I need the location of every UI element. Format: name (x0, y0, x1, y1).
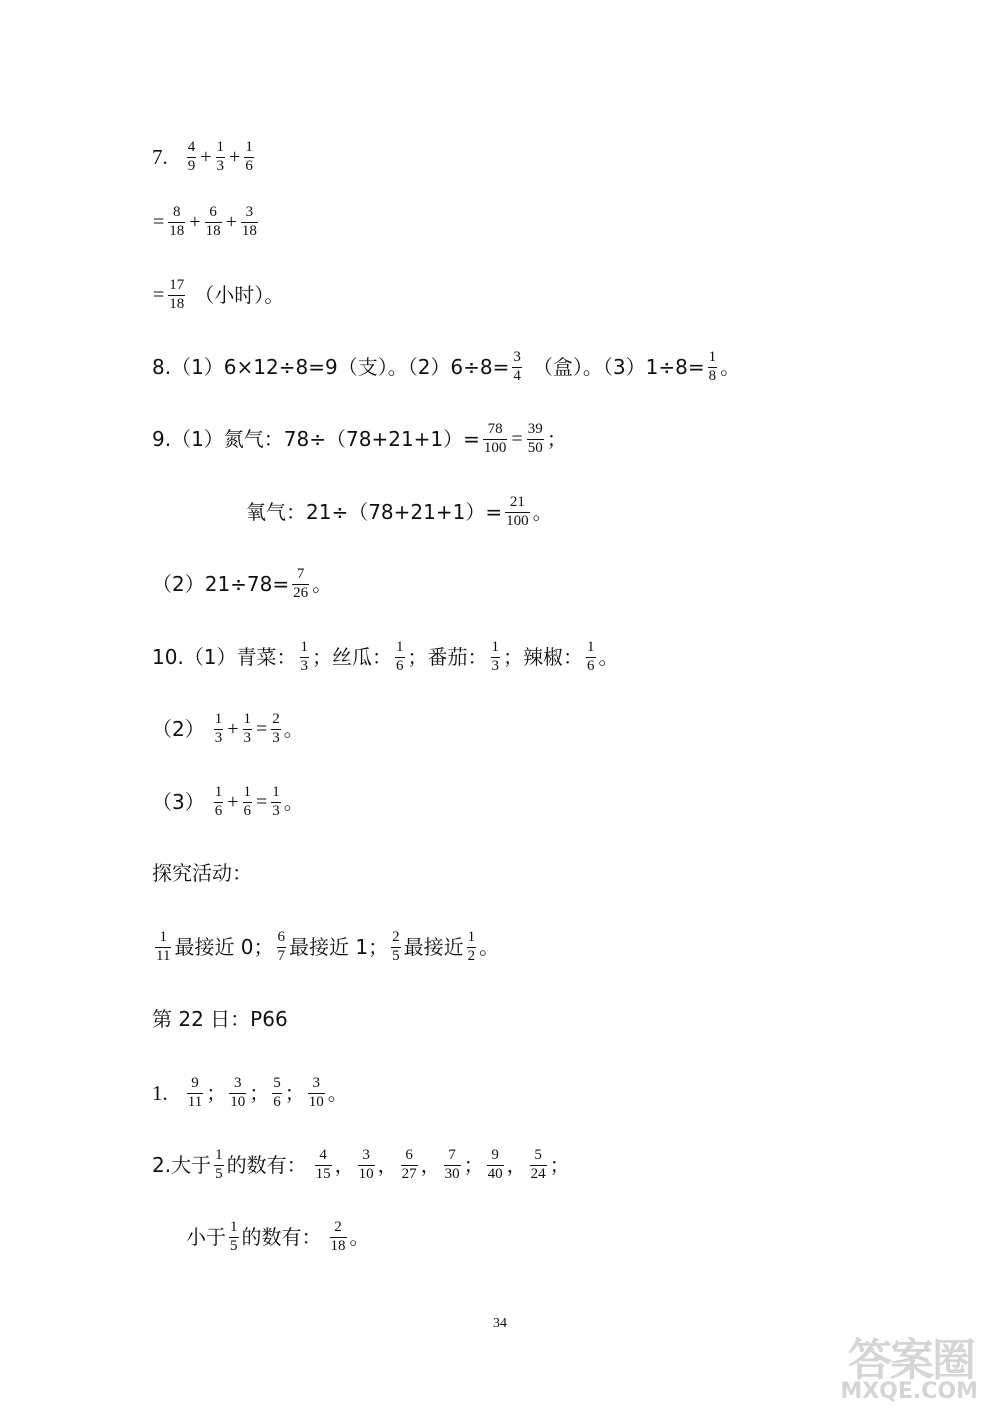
fraction: $\frac{17}{18}$ (169, 277, 185, 312)
fraction: $\frac{5}{24}$ (530, 1147, 546, 1182)
q2-label: 2.大于 (152, 1153, 212, 1178)
fraction: $\frac{3}{10}$ (358, 1147, 374, 1182)
period: 。 (283, 790, 304, 815)
separator: ， (334, 1153, 355, 1178)
fraction: $\frac{1}{6}$ (396, 639, 404, 674)
q9-text-1: 9.（1）氮气：78÷（78+21+1）= (152, 427, 480, 452)
q10-label: 10.（1）青菜： (152, 645, 297, 670)
watermark-logo (822, 1324, 982, 1404)
period: 。 (327, 1081, 348, 1106)
period: 。 (479, 935, 500, 960)
separator: ； (549, 1153, 570, 1178)
equals-sign: = (153, 284, 165, 307)
explore-title: 探究活动： (152, 861, 252, 885)
period: 。 (312, 572, 333, 597)
unit-text: （小时）。 (194, 283, 285, 308)
plus-sign: + (227, 718, 239, 741)
watermark-url: MXQE.COM (840, 1379, 978, 1404)
fraction: $\frac{21}{100}$ (506, 494, 529, 529)
plus-sign: + (225, 211, 237, 234)
fraction: $\frac{1}{3}$ (214, 711, 223, 746)
fraction: $\frac{1}{6}$ (214, 784, 223, 819)
fraction: $\frac{7}{26}$ (293, 566, 309, 601)
part-label: （2） (152, 717, 205, 742)
equals-sign: = (256, 791, 268, 814)
watermark-text: 答案圈 (848, 1335, 974, 1386)
fraction: $\frac{1}{2}$ (467, 929, 476, 964)
q1-label: 1. (152, 1080, 168, 1105)
fraction: $\frac{1}{3}$ (243, 711, 252, 746)
q8-text-2: （盒）。（3）1÷8= (532, 355, 705, 380)
fraction: $\frac{1}{5}$ (215, 1147, 223, 1182)
semicolon: ； (206, 1081, 227, 1106)
q9-line2 (246, 495, 553, 530)
period: 。 (598, 645, 619, 670)
day22-heading (152, 1009, 288, 1029)
day22-q2-line1 (152, 1148, 570, 1183)
fraction: $\frac{4}{15}$ (315, 1147, 331, 1182)
q8-line (152, 350, 740, 385)
explore-heading (152, 863, 252, 883)
plus-sign: + (227, 791, 239, 814)
q7-label: 7. (152, 144, 168, 169)
q9-text-3: （2）21÷78= (152, 572, 290, 597)
fraction: $\frac{8}{18}$ (169, 204, 185, 239)
fraction: $\frac{1}{3}$ (300, 639, 309, 674)
q8-text-1: 8.（1）6×12÷8=9（支）。（2）6÷8= (152, 355, 510, 380)
fraction: $\frac{5}{6}$ (273, 1075, 281, 1110)
day22-q1 (152, 1076, 348, 1111)
q2b-text: 的数有： (241, 1225, 322, 1250)
period: 。 (349, 1225, 370, 1250)
q10-line3 (152, 785, 304, 820)
semicolon: ； (284, 1081, 305, 1106)
fraction: $\frac{78}{100}$ (483, 421, 507, 456)
fraction: $\frac{2}{5}$ (392, 929, 400, 964)
explore-text: 最接近 (403, 935, 464, 960)
fraction: $\frac{1}{8}$ (708, 349, 717, 384)
period: 。 (283, 717, 304, 742)
q2b-label: 小于 (186, 1225, 226, 1250)
fraction: $\frac{6}{18}$ (205, 204, 221, 239)
fraction: $\frac{1}{11}$ (156, 929, 171, 964)
q9-text-2: 氧气：21÷（78+21+1）= (246, 500, 503, 525)
fraction: $\frac{9}{40}$ (487, 1147, 503, 1182)
fraction: $\frac{1}{3}$ (491, 639, 500, 674)
separator: ； (463, 1153, 484, 1178)
q9-line3 (152, 567, 332, 602)
plus-sign: + (229, 146, 241, 169)
fraction: $\frac{3}{10}$ (230, 1075, 246, 1110)
day22-q2-line2 (186, 1220, 370, 1255)
fraction: $\frac{39}{50}$ (527, 421, 543, 456)
fraction: $\frac{2}{18}$ (330, 1219, 346, 1254)
separator: ， (506, 1153, 527, 1178)
separator: ， (420, 1153, 441, 1178)
q10-line1 (152, 640, 619, 675)
explore-text: 最接近 1； (289, 935, 389, 960)
fraction: $\frac{1}{6}$ (243, 784, 252, 819)
q9-line1 (152, 422, 567, 457)
fraction: $\frac{3}{4}$ (513, 349, 521, 384)
q10-text: ；辣椒： (503, 645, 584, 670)
separator: ， (377, 1153, 398, 1178)
q7-line1 (152, 140, 257, 175)
q7-line3 (152, 278, 284, 313)
fraction: $\frac{1}{6}$ (245, 139, 253, 174)
fraction: $\frac{4}{9}$ (187, 139, 196, 174)
equals-sign: = (153, 211, 165, 234)
fraction: $\frac{3}{10}$ (308, 1075, 324, 1110)
q10-text: ；丝瓜： (312, 645, 393, 670)
fraction: $\frac{9}{11}$ (187, 1075, 203, 1110)
fraction: $\frac{7}{30}$ (444, 1147, 460, 1182)
plus-sign: + (189, 211, 201, 234)
period: 。 (532, 500, 553, 525)
fraction: $\frac{6}{7}$ (277, 929, 286, 964)
q7-line2 (152, 205, 261, 240)
fraction: $\frac{1}{3}$ (272, 784, 280, 819)
explore-text: 最接近 0； (174, 935, 274, 960)
period: 。 (720, 355, 741, 380)
equals-sign: = (256, 718, 268, 741)
semicolon: ； (249, 1081, 270, 1106)
plus-sign: + (200, 146, 212, 169)
explore-line (152, 930, 499, 965)
fraction: $\frac{1}{5}$ (230, 1219, 238, 1254)
fraction: $\frac{3}{18}$ (241, 204, 257, 239)
fraction: $\frac{1}{6}$ (587, 639, 595, 674)
fraction: $\frac{6}{27}$ (401, 1147, 417, 1182)
semicolon: ； (546, 427, 567, 452)
q2-text: 的数有： (226, 1153, 307, 1178)
fraction: $\frac{2}{3}$ (272, 711, 280, 746)
q10-line2 (152, 712, 304, 747)
q10-text: ；番茄： (407, 645, 488, 670)
fraction: $\frac{1}{3}$ (216, 139, 225, 174)
equals-sign: = (511, 428, 523, 451)
day22-title: 第 22 日：P66 (152, 1007, 288, 1031)
page-number: 34 (493, 1316, 507, 1331)
part-label: （3） (152, 790, 205, 815)
